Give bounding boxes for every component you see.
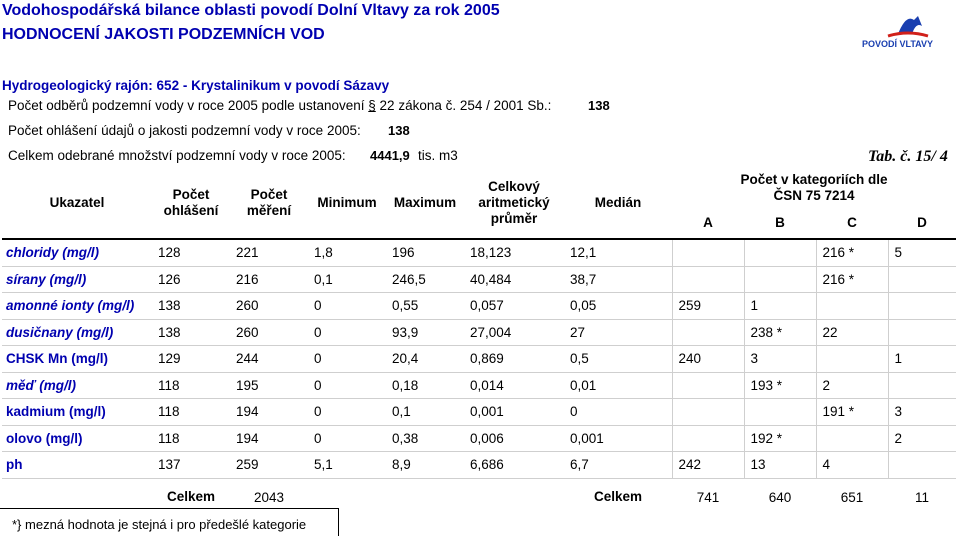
footnote: *} mezná hodnota je stejná i pro předešlé kategorie — [12, 517, 307, 532]
total-b: 640 — [744, 478, 816, 515]
cell-cat-b: 13 — [744, 452, 816, 479]
table-row — [2, 266, 956, 293]
indicator-name: CHSK Mn (mg/l) — [2, 346, 152, 373]
region-label: Hydrogeologický rajón: — [2, 78, 153, 93]
section-symbol: § — [368, 98, 376, 113]
logo-text: POVODÍ VLTAVY — [862, 39, 934, 49]
col-minimum: Minimum — [317, 195, 377, 210]
cell-cat-c: 4 — [816, 452, 888, 479]
page-title: Vodohospodářská bilance oblasti povodí Dolní Vltavy za rok 2005 — [2, 2, 500, 19]
cell-cat-b: 238 * — [744, 319, 816, 346]
cell-maximum: 0,38 — [386, 425, 464, 452]
cell-cat-d — [888, 319, 956, 346]
cell-prumer: 0,014 — [464, 372, 564, 399]
cell-maximum: 8,9 — [386, 452, 464, 479]
cell-cat-d — [888, 372, 956, 399]
cell-prumer: 0,006 — [464, 425, 564, 452]
cell-pocet-ohlaseni: 138 — [152, 293, 230, 320]
cell-maximum: 0,1 — [386, 399, 464, 426]
cell-cat-a: 240 — [672, 346, 744, 373]
cell-cat-b: 193 * — [744, 372, 816, 399]
cell-cat-c: 22 — [816, 319, 888, 346]
cell-cat-c: 216 * — [816, 239, 888, 266]
table-row — [2, 293, 956, 320]
cell-cat-d: 2 — [888, 425, 956, 452]
cell-cat-d: 5 — [888, 239, 956, 266]
col-cat-d: D — [917, 215, 927, 230]
cell-median: 12,1 — [564, 239, 672, 266]
cell-cat-c — [816, 425, 888, 452]
quality-table — [2, 168, 956, 515]
table-row — [2, 372, 956, 399]
col-pocet-ohlaseni: Počet ohlášení — [163, 187, 219, 218]
cell-pocet-ohlaseni: 126 — [152, 266, 230, 293]
col-median: Medián — [594, 195, 642, 210]
cell-cat-a — [672, 372, 744, 399]
cell-cat-a: 259 — [672, 293, 744, 320]
col-kategorie: Počet v kategoriích dle ČSN 75 7214 — [740, 172, 888, 203]
cell-prumer: 40,484 — [464, 266, 564, 293]
total-d: 11 — [888, 478, 956, 515]
indicator-name: ph — [2, 452, 152, 479]
cell-pocet-mereni: 259 — [230, 452, 308, 479]
mnozstvi-value: 4441,9 — [370, 148, 410, 163]
cell-pocet-mereni: 260 — [230, 293, 308, 320]
table-row — [2, 425, 956, 452]
cell-median: 6,7 — [564, 452, 672, 479]
cell-pocet-mereni: 194 — [230, 399, 308, 426]
cell-median: 0,001 — [564, 425, 672, 452]
cell-pocet-ohlaseni: 138 — [152, 319, 230, 346]
cell-prumer: 27,004 — [464, 319, 564, 346]
cell-median: 0,01 — [564, 372, 672, 399]
table-row — [2, 399, 956, 426]
cell-prumer: 6,686 — [464, 452, 564, 479]
total-a: 741 — [672, 478, 744, 515]
cell-cat-b — [744, 399, 816, 426]
cell-pocet-mereni: 194 — [230, 425, 308, 452]
cell-pocet-mereni: 260 — [230, 319, 308, 346]
cell-median: 0 — [564, 399, 672, 426]
cell-minimum: 0,1 — [308, 266, 386, 293]
cell-maximum: 93,9 — [386, 319, 464, 346]
cell-minimum: 0 — [308, 425, 386, 452]
ohlaseni-label: Počet ohlášení údajů o jakosti podzemní vody v roce 2005: — [8, 123, 361, 138]
table-row — [2, 346, 956, 373]
cell-cat-d — [888, 266, 956, 293]
cell-cat-a — [672, 399, 744, 426]
cell-cat-b: 192 * — [744, 425, 816, 452]
cell-cat-b — [744, 239, 816, 266]
cell-maximum: 246,5 — [386, 266, 464, 293]
col-cat-b: B — [775, 215, 785, 230]
cell-cat-b: 1 — [744, 293, 816, 320]
cell-pocet-ohlaseni: 118 — [152, 399, 230, 426]
table-row — [2, 319, 956, 346]
cell-cat-c: 2 — [816, 372, 888, 399]
ohlaseni-value: 138 — [388, 123, 410, 138]
indicator-name: kadmium (mg/l) — [2, 399, 152, 426]
cell-median: 27 — [564, 319, 672, 346]
povodi-vltavy-logo — [858, 12, 958, 52]
cell-cat-b: 3 — [744, 346, 816, 373]
cell-pocet-ohlaseni: 137 — [152, 452, 230, 479]
cell-cat-d — [888, 452, 956, 479]
cell-minimum: 0 — [308, 293, 386, 320]
cell-pocet-ohlaseni: 118 — [152, 425, 230, 452]
page-subtitle: HODNOCENÍ JAKOSTI PODZEMNÍCH VOD — [2, 26, 325, 43]
celkem-label-2: Celkem — [564, 478, 672, 515]
cell-cat-c: 191 * — [816, 399, 888, 426]
cell-cat-d: 3 — [888, 399, 956, 426]
cell-median: 38,7 — [564, 266, 672, 293]
indicator-name: dusičnany (mg/l) — [2, 319, 152, 346]
odberu-value: 138 — [588, 98, 610, 113]
indicator-name: olovo (mg/l) — [2, 425, 152, 452]
col-prumer: Celkový aritmetický průměr — [478, 179, 550, 226]
col-maximum: Maximum — [393, 195, 457, 210]
cell-median: 0,05 — [564, 293, 672, 320]
cell-prumer: 0,001 — [464, 399, 564, 426]
cell-minimum: 1,8 — [308, 239, 386, 266]
mnozstvi-label: Celkem odebrané množství podzemní vody v roce 2005: — [8, 148, 346, 163]
total-c: 651 — [816, 478, 888, 515]
cell-cat-a — [672, 239, 744, 266]
cell-maximum: 20,4 — [386, 346, 464, 373]
tab-number: Tab. č. 15/ 4 — [868, 148, 948, 165]
cell-pocet-ohlaseni: 118 — [152, 372, 230, 399]
cell-cat-c: 216 * — [816, 266, 888, 293]
cell-prumer: 0,057 — [464, 293, 564, 320]
cell-cat-d — [888, 293, 956, 320]
celkem-label: Celkem — [152, 478, 230, 515]
cell-cat-c — [816, 346, 888, 373]
cell-pocet-ohlaseni: 128 — [152, 239, 230, 266]
cell-cat-c — [816, 293, 888, 320]
cell-prumer: 18,123 — [464, 239, 564, 266]
col-pocet-mereni: Počet měření — [246, 187, 292, 218]
indicator-name: měď (mg/l) — [2, 372, 152, 399]
cell-maximum: 196 — [386, 239, 464, 266]
col-ukazatel: Ukazatel — [49, 195, 105, 210]
cell-cat-a — [672, 266, 744, 293]
cell-median: 0,5 — [564, 346, 672, 373]
indicator-name: sírany (mg/l) — [2, 266, 152, 293]
odberu-label: Počet odběrů podzemní vody v roce 2005 podle ustanovení — [8, 98, 365, 113]
cell-minimum: 5,1 — [308, 452, 386, 479]
cell-minimum: 0 — [308, 319, 386, 346]
col-cat-c: C — [847, 215, 857, 230]
cell-cat-a: 242 — [672, 452, 744, 479]
cell-cat-d: 1 — [888, 346, 956, 373]
mnozstvi-unit: tis. m3 — [418, 148, 458, 163]
cell-cat-a — [672, 319, 744, 346]
cell-minimum: 0 — [308, 372, 386, 399]
cell-maximum: 0,55 — [386, 293, 464, 320]
cell-minimum: 0 — [308, 346, 386, 373]
table-row — [2, 452, 956, 479]
total-mereni: 2043 — [230, 478, 308, 515]
region-value: 652 - Krystalinikum v povodí Sázavy — [156, 78, 390, 93]
indicator-name: chloridy (mg/l) — [2, 239, 152, 266]
cell-cat-b — [744, 266, 816, 293]
cell-pocet-mereni: 216 — [230, 266, 308, 293]
footnote-box — [0, 508, 339, 536]
indicator-name: amonné ionty (mg/l) — [2, 293, 152, 320]
cell-pocet-ohlaseni: 129 — [152, 346, 230, 373]
cell-cat-a — [672, 425, 744, 452]
odberu-law: 22 zákona č. 254 / 2001 Sb.: — [379, 98, 552, 113]
cell-minimum: 0 — [308, 399, 386, 426]
cell-pocet-mereni: 221 — [230, 239, 308, 266]
cell-prumer: 0,869 — [464, 346, 564, 373]
cell-pocet-mereni: 244 — [230, 346, 308, 373]
table-row — [2, 239, 956, 266]
col-cat-a: A — [703, 215, 713, 230]
cell-maximum: 0,18 — [386, 372, 464, 399]
cell-pocet-mereni: 195 — [230, 372, 308, 399]
